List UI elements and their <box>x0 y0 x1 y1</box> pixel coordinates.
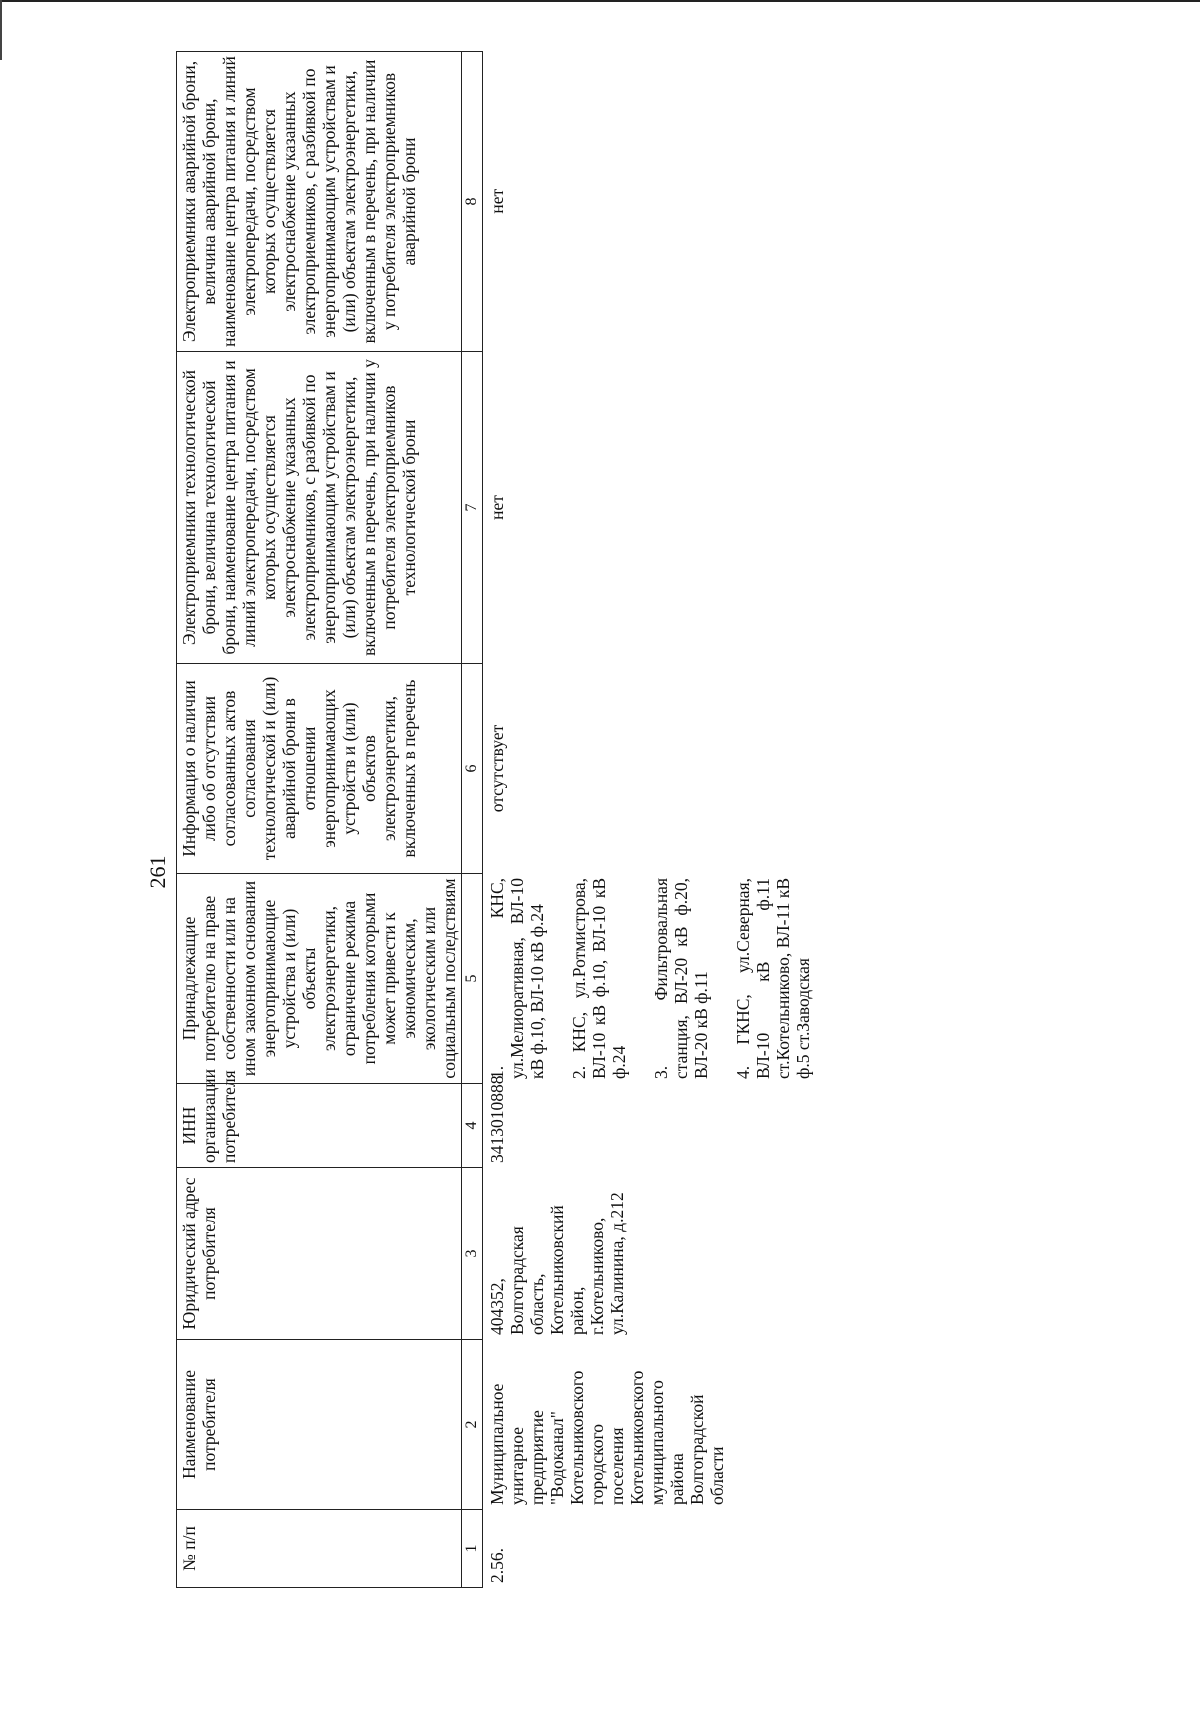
object-item: 2. КНС, ул.Ротмистрова, ВЛ-10 кВ ф.10, ВЛ-10 кВ ф.24 <box>569 878 629 1079</box>
object-item: 4. ГКНС, ул.Северная, ВЛ-10 кВ ф.11 ст.Котельниково, ВЛ-11 кВ ф.5 ст.Заводская <box>733 878 813 1079</box>
column-number: 4 <box>462 1084 483 1168</box>
consumer-name: Муниципальное унитарное предприятие "Водоканал" Котельниковского городского поселения Котельниковского муниципального района Волгоградской области <box>483 1340 816 1510</box>
header-col-6: Информация о наличии либо об отсутствии согласованных актов согласования технологической и (или) аварийной брони в отношении энергопринимающих устройств и (или) объектов электроэнергетики, включенных в перечень <box>177 664 462 874</box>
column-number-row <box>462 52 483 1588</box>
table-header-row <box>177 52 462 1588</box>
consumer-table <box>176 51 815 1588</box>
header-col-7: Электроприемники технологической брони, величина технологической брони, наименование центра питания и линий электропередачи, посредством которых осуществляется электроснабжение указанных электроприемников, с разбивкой по энергопринимающим устройствам и (или) объектам электроэнергетики, включенным в перечень, при наличии у потребителя электроприемников технологической брони <box>177 352 462 664</box>
consumer-objects <box>483 874 816 1084</box>
header-col-2: Наименование потребителя <box>177 1340 462 1510</box>
column-number: 8 <box>462 52 483 352</box>
column-number: 3 <box>462 1168 483 1340</box>
object-item: 3. Фильтровальная станция, ВЛ-20 кВ ф.20, ВЛ-20 кВ ф.11 <box>651 878 711 1079</box>
column-number: 5 <box>462 874 483 1084</box>
consumer-inn: 3413010888 <box>483 1084 816 1168</box>
table-row <box>483 52 816 1588</box>
column-number: 2 <box>462 1340 483 1510</box>
emergency-reserve: нет <box>483 52 816 352</box>
page-left-border <box>0 0 2 60</box>
header-col-3: Юридический адрес потребителя <box>177 1168 462 1340</box>
acts-status: отсутствует <box>483 664 816 874</box>
header-col-4: ИНН организации потребителя <box>177 1084 462 1168</box>
header-col-8: Электроприемники аварийной брони, величина аварийной брони, наименование центра питания и линий электропередачи, посредством которых осуществляется электроснабжение указанных электроприемников, с разбивкой по энергопринимающим устройствам и (или) объектам электроэнергетики, включенным в перечень, при наличии у потребителя электроприемников аварийной брони <box>177 52 462 352</box>
header-col-5: Принадлежащие потребителю на праве собственности или на ином законном основании энергопринимающие устройства и (или) объекты электроэнергетики, ограничение режима потребления которыми может привести к экономическим, экологическим или социальным последствиям <box>177 874 462 1084</box>
row-number: 2.56. <box>483 1510 816 1588</box>
tech-reserve: нет <box>483 352 816 664</box>
page-top-border <box>0 0 1200 2</box>
page-number: 261 <box>145 855 170 889</box>
header-col-1: № п/п <box>177 1510 462 1588</box>
rotated-table-frame <box>176 52 813 1588</box>
column-number: 7 <box>462 352 483 664</box>
column-number: 6 <box>462 664 483 874</box>
column-number: 1 <box>462 1510 483 1588</box>
consumer-address: 404352, Волгоградская область, Котельниковский район, г.Котельниково, ул.Калинина, д.212 <box>483 1168 816 1340</box>
object-item: 1. КНС, ул.Мелиоративная, ВЛ-10 кВ ф.10, ВЛ-10 кВ ф.24 <box>487 878 547 1079</box>
